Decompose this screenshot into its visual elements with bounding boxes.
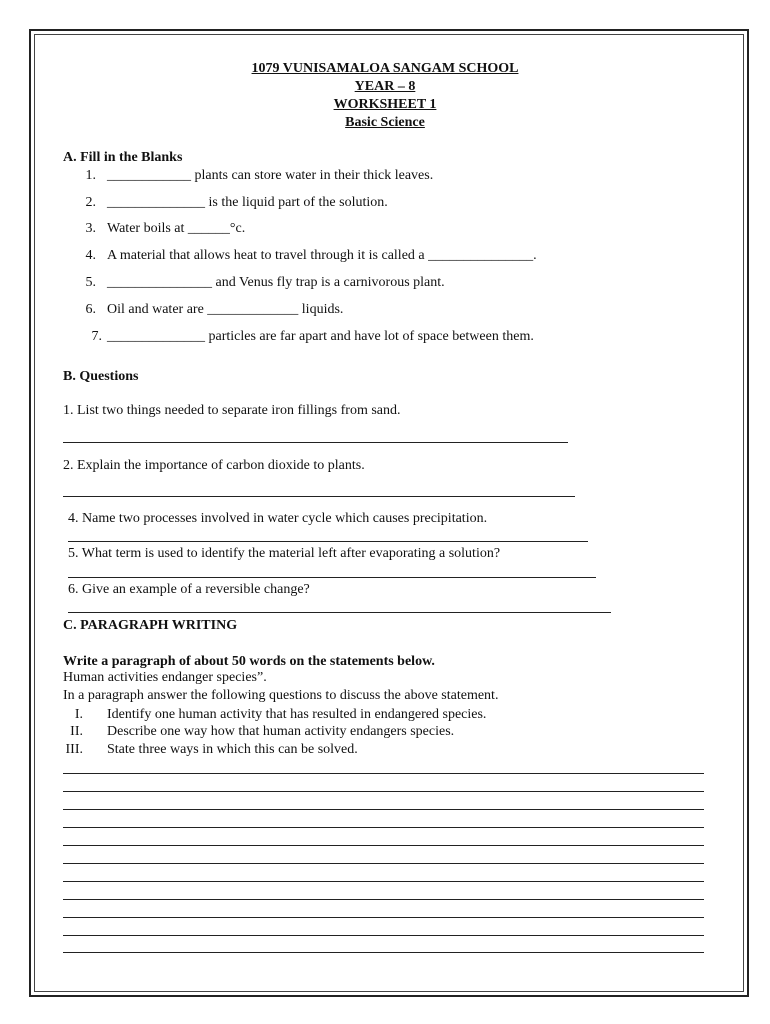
roman-numeral: I. <box>74 707 83 722</box>
paragraph-prompt: In a paragraph answer the following questions to discuss the above statement. <box>63 688 499 703</box>
writing-line <box>63 952 704 953</box>
question: 5. What term is used to identify the material left after evaporating a solution? <box>68 546 501 561</box>
fill-blank-item: ____________ plants can store water in their thick leaves. <box>107 168 434 183</box>
roman-numeral: III. <box>65 742 83 757</box>
year-level: YEAR – 8 <box>354 79 416 94</box>
fill-blank-number: 2. <box>85 195 96 210</box>
writing-line <box>63 791 704 792</box>
fill-blank-number: 4. <box>85 248 96 263</box>
answer-line <box>63 442 568 443</box>
writing-line <box>63 773 704 774</box>
question: 1. List two things needed to separate iron fillings from sand. <box>63 403 401 418</box>
section-a-title: A. Fill in the Blanks <box>63 150 183 165</box>
writing-line <box>63 899 704 900</box>
roman-numeral: II. <box>70 724 83 739</box>
writing-line <box>63 917 704 918</box>
fill-blank-number: 5. <box>85 275 96 290</box>
fill-blank-number: 6. <box>85 302 96 317</box>
answer-line <box>68 612 611 613</box>
fill-blank-item: Oil and water are _____________ liquids. <box>107 302 344 317</box>
school-name: 1079 VUNISAMALOA SANGAM SCHOOL <box>251 61 519 76</box>
section-b-title: B. Questions <box>63 369 139 384</box>
fill-blank-item: ______________ is the liquid part of the solution. <box>107 195 388 210</box>
fill-blank-number: 7. <box>91 329 102 344</box>
paragraph-statement: Human activities endanger species”. <box>63 670 267 685</box>
question: 4. Name two processes involved in water cycle which causes precipitation. <box>68 511 488 526</box>
writing-line <box>63 845 704 846</box>
fill-blank-item: _______________ and Venus fly trap is a carnivorous plant. <box>107 275 445 290</box>
question: 6. Give an example of a reversible change? <box>68 582 310 597</box>
answer-line <box>68 577 596 578</box>
writing-line <box>63 863 704 864</box>
paragraph-item: Identify one human activity that has resulted in endangered species. <box>107 707 487 722</box>
paragraph-instruction: Write a paragraph of about 50 words on the statements below. <box>63 654 435 669</box>
worksheet-title: WORKSHEET 1 <box>333 97 437 112</box>
writing-line <box>63 881 704 882</box>
subject-title: Basic Science <box>345 115 425 130</box>
writing-line <box>63 809 704 810</box>
answer-line <box>68 541 588 542</box>
fill-blank-item: ______________ particles are far apart and have lot of space between them. <box>107 329 534 344</box>
answer-line <box>63 496 575 497</box>
writing-line <box>63 827 704 828</box>
paragraph-item: State three ways in which this can be solved. <box>107 742 358 757</box>
fill-blank-item: Water boils at ______°c. <box>107 221 246 236</box>
fill-blank-number: 1. <box>85 168 96 183</box>
fill-blank-number: 3. <box>85 221 96 236</box>
question: 2. Explain the importance of carbon dioxide to plants. <box>63 458 365 473</box>
paragraph-item: Describe one way how that human activity endangers species. <box>107 724 455 739</box>
section-c-title: C. PARAGRAPH WRITING <box>63 618 238 633</box>
fill-blank-item: A material that allows heat to travel through it is called a _______________. <box>107 248 537 263</box>
writing-line <box>63 935 704 936</box>
